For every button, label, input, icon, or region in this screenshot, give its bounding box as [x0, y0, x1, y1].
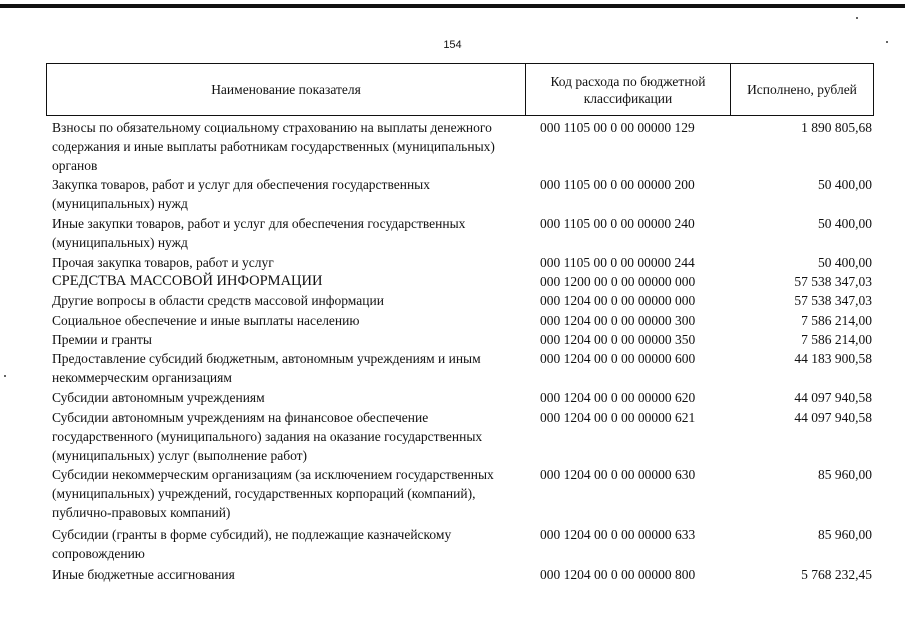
table-row [46, 465, 874, 525]
row-executed: 50 400,00 [818, 255, 872, 270]
row-code: 000 1105 00 0 00 00000 129 [540, 120, 695, 135]
row-code: 000 1204 00 0 00 00000 600 [540, 351, 696, 366]
row-code: 000 1204 00 0 00 00000 800 [540, 567, 696, 582]
row-executed: 44 097 940,58 [794, 410, 872, 425]
row-executed: 85 960,00 [818, 527, 872, 542]
table-row [46, 175, 874, 214]
row-executed: 1 890 805,68 [801, 120, 872, 135]
row-code: 000 1204 00 0 00 00000 621 [540, 410, 696, 425]
row-name: Прочая закупка товаров, работ и услуг [52, 255, 274, 270]
table-body [46, 118, 874, 584]
scan-speck [4, 375, 6, 377]
row-name: Субсидии автономным учреждениям [52, 390, 265, 405]
row-executed: 57 538 347,03 [794, 274, 872, 289]
table-row [46, 349, 874, 388]
row-name: Другие вопросы в области средств массовой информации [52, 293, 384, 308]
row-name: Взносы по обязательному социальному страхованию на выплаты денежного содержания и иные выплаты работникам государственных (муниципальных) органов [52, 120, 495, 173]
table-row [46, 311, 874, 330]
table-row [46, 408, 874, 465]
row-name: Социальное обеспечение и иные выплаты населению [52, 313, 360, 328]
table-row [46, 214, 874, 253]
row-code: 000 1105 00 0 00 00000 244 [540, 255, 695, 270]
row-name: Иные бюджетные ассигнования [52, 567, 235, 582]
table-row [46, 272, 874, 291]
row-executed: 5 768 232,45 [801, 567, 872, 582]
row-name: Закупка товаров, работ и услуг для обеспечения государственных (муниципальных) нужд [52, 177, 431, 211]
row-name: Премии и гранты [52, 332, 152, 347]
row-name: СРЕДСТВА МАССОВОЙ ИНФОРМАЦИИ [52, 273, 323, 289]
row-name: Субсидии (гранты в форме субсидий), не подлежащие казначейскому сопровождению [52, 527, 452, 561]
row-code: 000 1200 00 0 00 00000 000 [540, 274, 696, 289]
page-number: 154 [443, 39, 462, 51]
row-code: 000 1105 00 0 00 00000 240 [540, 216, 695, 231]
row-executed: 7 586 214,00 [801, 332, 872, 347]
row-executed: 44 097 940,58 [794, 390, 872, 405]
row-name: Субсидии некоммерческим организациям (за исключением государственных (муниципальных) учреждений, государственных корпораций (компаний), публично-правовых компаний) [52, 467, 494, 520]
row-executed: 44 183 900,58 [794, 351, 872, 366]
row-executed: 57 538 347,03 [794, 293, 872, 308]
top-rule [0, 4, 905, 8]
row-code: 000 1204 00 0 00 00000 000 [540, 293, 696, 308]
row-name: Предоставление субсидий бюджетным, автономным учреждениям и иным некоммерческим организациям [52, 351, 481, 385]
scan-speck [856, 17, 858, 19]
table-row [46, 565, 874, 584]
table-row [46, 388, 874, 408]
table-header [46, 63, 874, 116]
header-executed: Исполнено, рублей [747, 82, 857, 97]
row-executed: 7 586 214,00 [801, 313, 872, 328]
row-name: Иные закупки товаров, работ и услуг для обеспечения государственных (муниципальных) нужд [52, 216, 466, 250]
row-code: 000 1204 00 0 00 00000 620 [540, 390, 696, 405]
row-executed: 85 960,00 [818, 467, 872, 482]
row-code: 000 1105 00 0 00 00000 200 [540, 177, 695, 192]
row-code: 000 1204 00 0 00 00000 633 [540, 527, 696, 542]
row-code: 000 1204 00 0 00 00000 350 [540, 332, 696, 347]
header-name: Наименование показателя [47, 64, 526, 115]
row-executed: 50 400,00 [818, 216, 872, 231]
header-code: Код расхода по бюджетной классификации [526, 64, 731, 115]
table-row [46, 525, 874, 565]
row-code: 000 1204 00 0 00 00000 300 [540, 313, 696, 328]
row-code: 000 1204 00 0 00 00000 630 [540, 467, 696, 482]
table-row [46, 118, 874, 175]
table-row [46, 291, 874, 311]
row-name: Субсидии автономным учреждениям на финансовое обеспечение государственного (муниципального) задания на оказание государственных (муниципальных) услуг (выполнение работ) [52, 410, 483, 463]
table-row [46, 253, 874, 272]
row-executed: 50 400,00 [818, 177, 872, 192]
table-row [46, 330, 874, 349]
